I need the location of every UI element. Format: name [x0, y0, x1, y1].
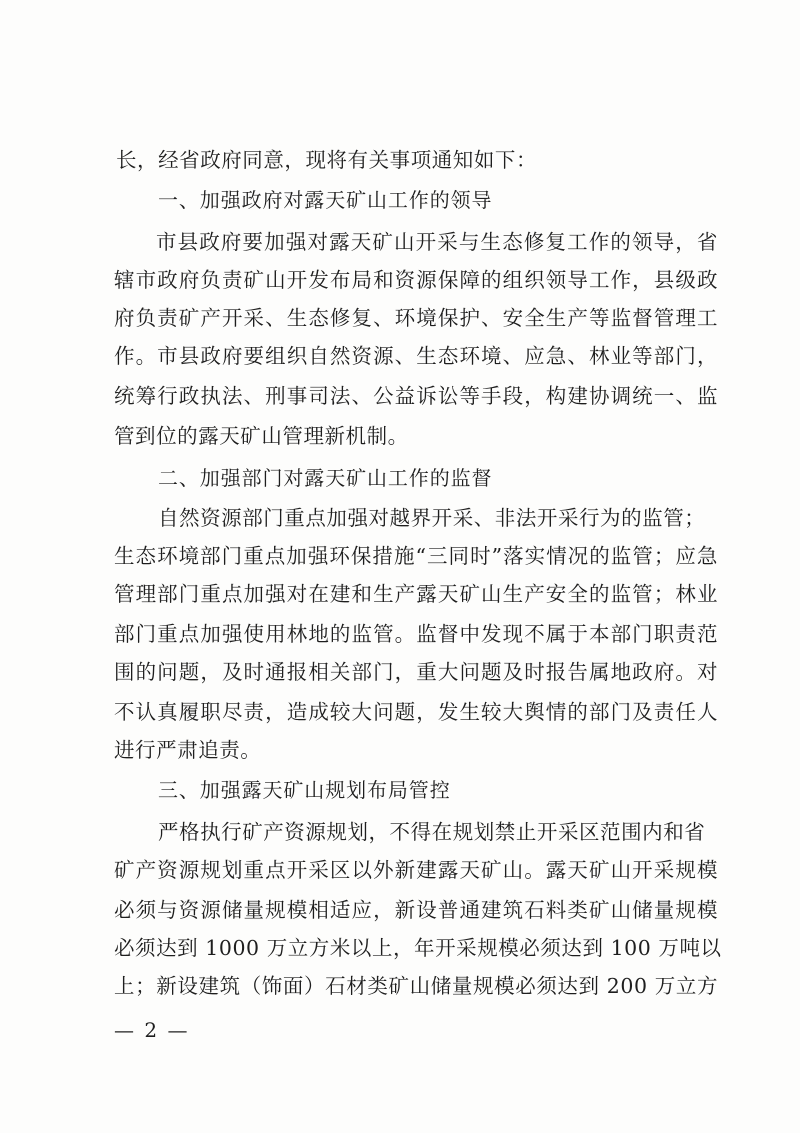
text-line: 作。市县政府要组织自然资源、生态环境、应急、林业等部门，: [114, 344, 718, 368]
text-line: 府负责矿产开采、生态修复、环境保护、安全生产等监督管理工: [114, 306, 718, 330]
page-number: — 2 —: [114, 1018, 190, 1042]
text-line: 统筹行政执法、刑事司法、公益诉讼等手段，构建协调统一、监: [114, 384, 718, 408]
text-line: 管理部门重点加强对在建和生产露天矿山生产安全的监管；林业: [114, 582, 718, 606]
section-heading-3: 三、加强露天矿山规划布局管控: [158, 778, 451, 802]
text-line: 自然资源部门重点加强对越界开采、非法开采行为的监管；: [158, 506, 706, 530]
section-heading-1: 一、加强政府对露天矿山工作的领导: [158, 188, 493, 212]
text-line: 长，经省政府同意，现将有关事项通知如下：: [116, 148, 537, 172]
text-line: 部门重点加强使用林地的监管。监督中发现不属于本部门职责范: [114, 622, 718, 646]
text-line: 上；新设建筑（饰面）石材类矿山储量规模必须达到 200 万立方: [114, 974, 718, 998]
text-line: 不认真履职尽责，造成较大问题，发生较大舆情的部门及责任人: [114, 700, 718, 724]
text-line: 生态环境部门重点加强环保措施“三同时”落实情况的监管；应急: [114, 544, 718, 568]
section-heading-2: 二、加强部门对露天矿山工作的监督: [158, 466, 493, 490]
text-line: 必须达到 1000 万立方米以上，年开采规模必须达到 100 万吨以: [114, 936, 722, 960]
text-line: 辖市政府负责矿山开发布局和资源保障的组织领导工作，县级政: [114, 268, 718, 292]
text-line: 必须与资源储量规模相适应，新设普通建筑石料类矿山储量规模: [114, 898, 718, 922]
text-line: 矿产资源规划重点开采区以外新建露天矿山。露天矿山开采规模: [114, 858, 718, 882]
text-line: 市县政府要加强对露天矿山开采与生态修复工作的领导，省: [156, 230, 718, 254]
text-line: 进行严肃追责。: [114, 738, 262, 762]
text-line: 严格执行矿产资源规划，不得在规划禁止开采区范围内和省: [158, 820, 706, 844]
text-line: 管到位的露天矿山管理新机制。: [114, 424, 409, 448]
text-line: 围的问题，及时通报相关部门，重大问题及时报告属地政府。对: [114, 660, 718, 684]
